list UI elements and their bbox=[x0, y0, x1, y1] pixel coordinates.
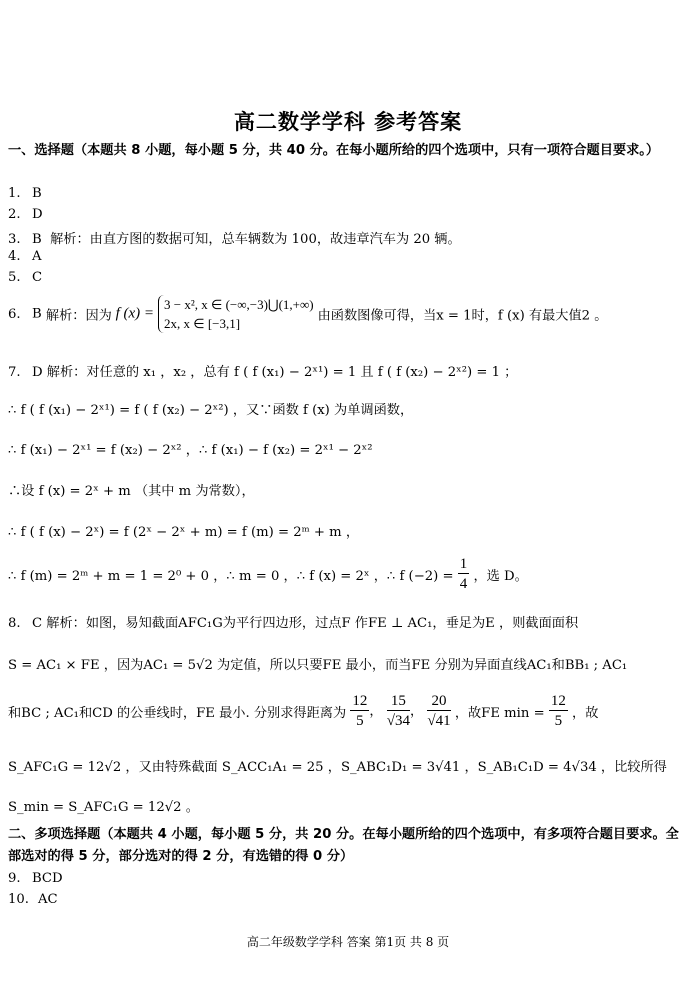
page-footer: 高二年级数学学科 答案 第1页 共 8 页 bbox=[246, 935, 450, 949]
q6-case2: 2x, x ∈ [−3,1] bbox=[164, 316, 241, 331]
q8-d2-num: 15 bbox=[387, 692, 410, 711]
q6-case1: 3 − x², x ∈ (−∞,−3)⋃(1,+∞) bbox=[164, 297, 314, 312]
q6-piecewise bbox=[158, 295, 314, 333]
q8-d3-num: 20 bbox=[427, 692, 450, 711]
q8-distance2 bbox=[387, 692, 410, 731]
q7-text6b: ，选 D。 bbox=[473, 569, 528, 584]
q7-text6a: ∴ f (m) = 2ᵐ + m = 1 = 2⁰ + 0 ，∴ m = 0 ，∴ f (x) = 2ˣ ，∴ f (−2) = bbox=[8, 569, 454, 584]
q7-line5: ∴ f ( f (x) − 2ˣ) = f (2ˣ − 2ˣ + m) = f (m) = 2ᵐ + m ， bbox=[8, 525, 360, 540]
q8-distance3 bbox=[427, 692, 450, 731]
q7-answer: D bbox=[32, 365, 43, 380]
q10-number: 10. bbox=[8, 892, 29, 907]
q6-function: f (x) = bbox=[111, 305, 155, 322]
q3-number: 3. bbox=[8, 232, 21, 247]
q8-line1 bbox=[8, 612, 578, 631]
q10-answer: AC bbox=[38, 892, 58, 907]
q8-distance-min bbox=[549, 692, 568, 731]
page-title: 高二数学学科 参考答案 bbox=[233, 110, 463, 134]
q7-line4: ∴设 f (x) = 2ˣ + m （其中 m 为常数）， bbox=[8, 484, 255, 499]
q8-text3b: ，故FE min = bbox=[454, 706, 545, 721]
q8-line3: 和BC ; AC₁和CD 的公垂线时，FE 最小. 分别求得距离为 $\frac{12}{5}$ ， $\frac{15}{√34}$ ， $\frac{20}{√41}$ ，故FE min = $\frac{12}{5}$ ，故 bbox=[8, 693, 599, 729]
q4-number: 4. bbox=[8, 249, 21, 264]
answer-q1 bbox=[8, 186, 42, 201]
answer-q5 bbox=[8, 270, 42, 285]
q3-explanation: 解析：由直方图的数据可知，总车辆数为 100，故违章汽车为 20 辆。 bbox=[50, 232, 461, 247]
q6-answer: B bbox=[32, 306, 42, 322]
q6-suffix: 由函数图像可得，当x = 1时，f (x) 有最大值2 。 bbox=[317, 308, 608, 324]
answer-q2 bbox=[8, 207, 43, 222]
q8-line2: S = AC₁ × FE ，因为AC₁ = 5√2 为定值，所以只要FE 最小，而当FE 分别为异面直线AC₁和BB₁ ; AC₁ bbox=[8, 658, 628, 673]
q5-number: 5. bbox=[8, 270, 21, 285]
answer-q6 bbox=[8, 295, 607, 333]
answer-q4 bbox=[8, 249, 42, 264]
q6-number: 6. bbox=[8, 306, 21, 322]
q6-prefix: 解析：因为 bbox=[45, 308, 112, 324]
q2-number: 2. bbox=[8, 207, 21, 222]
q1-answer: B bbox=[32, 186, 42, 201]
q8-d1-den: 5 bbox=[356, 713, 364, 729]
q8-text3a: 和BC ; AC₁和CD 的公垂线时，FE 最小. 分别求得距离为 bbox=[8, 706, 347, 721]
q8-d2-den: √34 bbox=[386, 713, 410, 729]
q7-frac-num: 1 bbox=[459, 556, 468, 572]
q7-line2: ∴ f ( f (x₁) − 2ˣ¹) = f ( f (x₂) − 2ˣ²) ，又∵函数 f (x) 为单调函数， bbox=[8, 403, 414, 418]
q7-line3: ∴ f (x₁) − 2ˣ¹ = f (x₂) − 2ˣ² ，∴ f (x₁) − f (x₂) = 2ˣ¹ − 2ˣ² bbox=[8, 443, 373, 458]
q8-d4-num: 12 bbox=[550, 693, 566, 709]
answer-q3 bbox=[8, 228, 461, 247]
q7-text1: 解析：对任意的 x₁ ，x₂ ，总有 f ( f (x₁) − 2ˣ¹) = 1 且 f ( f (x₂) − 2ˣ²) = 1 ； bbox=[46, 365, 518, 380]
q8-text3c: ，故 bbox=[572, 706, 599, 721]
q8-distance1 bbox=[350, 692, 369, 731]
q9-answer: BCD bbox=[32, 871, 63, 886]
q7-number: 7. bbox=[8, 365, 21, 380]
q7-fraction bbox=[458, 555, 470, 594]
answer-q9 bbox=[8, 871, 63, 886]
q5-answer: C bbox=[32, 270, 43, 285]
section2-heading: 二、多项选择题（本题共 4 小题，每小题 5 分，共 20 分。在每小题所给的四个选项中，有多项符合题目要求。全部选对的得 5 分，部分选对的得 2 分，有选错的得 0 分） bbox=[8, 827, 679, 864]
q2-answer: D bbox=[32, 207, 43, 222]
q8-answer: C bbox=[32, 616, 43, 631]
q8-number: 8. bbox=[8, 616, 21, 631]
q1-number: 1. bbox=[8, 186, 21, 201]
section1-heading: 一、选择题（本题共 8 小题，每小题 5 分，共 40 分。在每小题所给的四个选项中，只有一项符合题目要求。） bbox=[8, 143, 660, 158]
q9-number: 9. bbox=[8, 871, 21, 886]
q7-line1 bbox=[8, 361, 517, 380]
q8-d3-den: √41 bbox=[427, 713, 451, 729]
q7-line6 bbox=[8, 555, 528, 594]
q8-line5: S_min = S_AFC₁G = 12√2 。 bbox=[8, 800, 199, 815]
q3-answer: B bbox=[32, 232, 42, 247]
q8-d4-den: 5 bbox=[554, 713, 563, 729]
q4-answer: A bbox=[32, 249, 42, 264]
answer-q10 bbox=[8, 892, 58, 907]
q8-d1-num: 12 bbox=[352, 693, 368, 709]
q8-line4: S_AFC₁G = 12√2 ，又由特殊截面 S_ACC₁A₁ = 25 ，S_ABC₁D₁ = 3√41 ，S_AB₁C₁D = 4√34 ，比较所得 bbox=[8, 760, 667, 775]
q7-frac-den: 4 bbox=[459, 576, 468, 592]
q8-text1: 解析：如图，易知截面AFC₁G为平行四边形，过点F 作FE ⊥ AC₁，垂足为E ，则截面面积 bbox=[46, 616, 579, 631]
